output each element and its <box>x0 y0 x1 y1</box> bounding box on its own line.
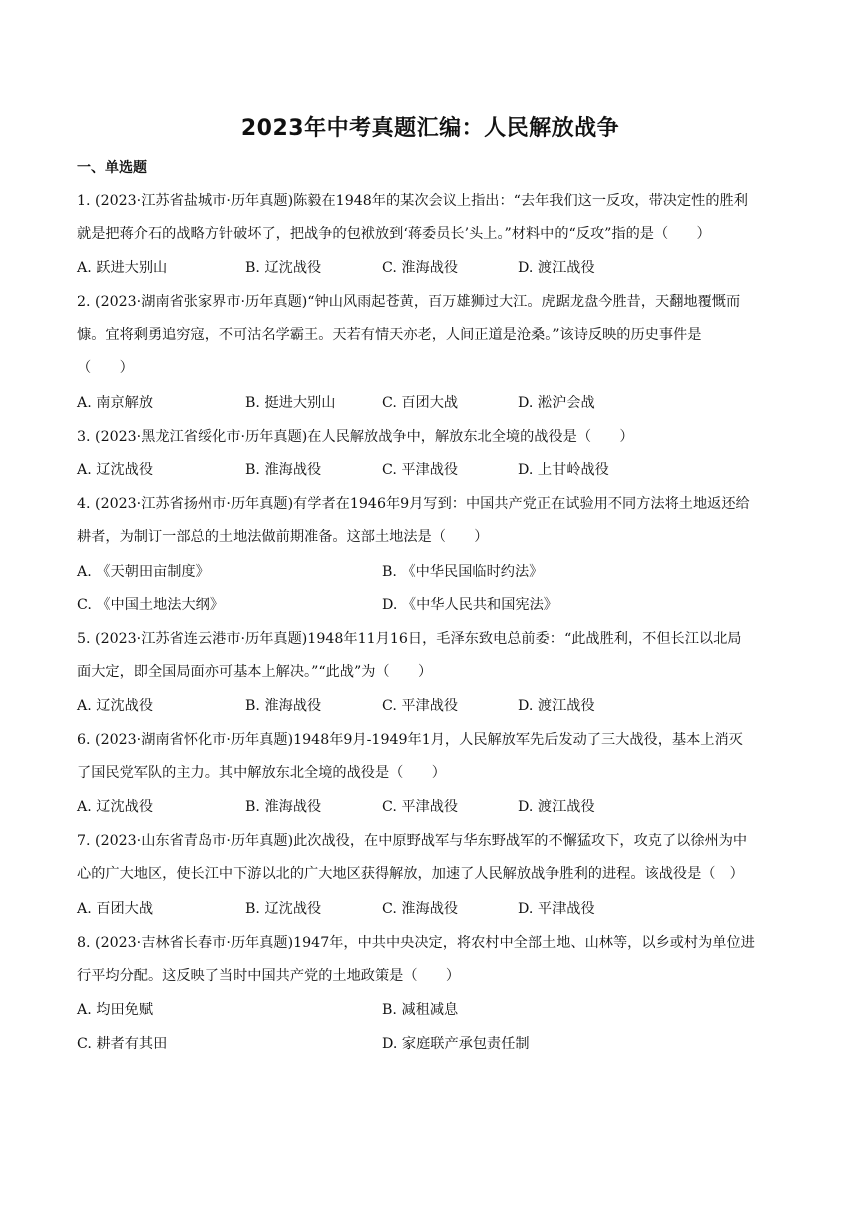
question-8-option-c: C. 耕者有其田 <box>77 1036 168 1052</box>
question-6-line-2: 了国民党军队的主力。其中解放东北全境的战役是（ ） <box>77 765 446 781</box>
question-8-line-1: 8. (2023·吉林省长春市·历年真题)1947年，中共中央决定，将农村中全部土地、山林等，以乡或村为单位进 <box>77 935 755 951</box>
question-4-option-d: D. 《中华人民共和国宪法》 <box>382 597 558 613</box>
question-6-line-1: 6. (2023·湖南省怀化市·历年真题)1948年9月-1949年1月，人民解放军先后发动了三大战役，基本上消灭 <box>77 732 743 748</box>
question-8-option-d: D. 家庭联产承包责任制 <box>382 1036 530 1052</box>
question-5-line-1: 5. (2023·江苏省连云港市·历年真题)1948年11月16日，毛泽东致电总前委：“此战胜利，不但长江以北局 <box>77 631 742 647</box>
question-5-option-b: B. 淮海战役 <box>245 698 322 714</box>
question-7-option-c: C. 淮海战役 <box>382 901 459 917</box>
question-2-option-b: B. 挺进大别山 <box>245 395 336 411</box>
question-5-option-d: D. 渡江战役 <box>518 698 595 714</box>
question-5-line-2: 面大定，即全国局面亦可基本上解决。”“此战”为（ ） <box>77 664 433 680</box>
question-2-option-a: A. 南京解放 <box>77 395 154 411</box>
question-5-option-a: A. 辽沈战役 <box>77 698 154 714</box>
question-2-line-1: 2. (2023·湖南省张家界市·历年真题)“钟山风雨起苍黄，百万雄狮过大江。虎踞龙盘今胜昔，天翻地覆慨而 <box>77 294 741 310</box>
question-2-line-3: （ ） <box>77 360 134 376</box>
question-1-line-1: 1. (2023·江苏省盐城市·历年真题)陈毅在1948年的某次会议上指出：“去年我们这一反攻，带决定性的胜利 <box>77 193 748 209</box>
question-3-option-b: B. 淮海战役 <box>245 462 322 478</box>
page-title: 2023年中考真题汇编：人民解放战争 <box>240 116 620 141</box>
question-8-line-2: 行平均分配。这反映了当时中国共产党的土地政策是（ ） <box>77 968 461 984</box>
question-7-option-b: B. 辽沈战役 <box>245 901 322 917</box>
question-7-option-a: A. 百团大战 <box>77 901 154 917</box>
question-3-line-1: 3. (2023·黑龙江省绥化市·历年真题)在人民解放战争中，解放东北全境的战役是（ ） <box>77 429 634 445</box>
question-6-option-a: A. 辽沈战役 <box>77 799 154 815</box>
question-2-line-2: 慷。宜将剩勇追穷寇，不可沽名学霸王。天若有情天亦老，人间正道是沧桑。”该诗反映的历史事件是 <box>77 327 702 343</box>
question-3-option-d: D. 上甘岭战役 <box>518 462 609 478</box>
question-6-option-c: C. 平津战役 <box>382 799 459 815</box>
question-3-option-a: A. 辽沈战役 <box>77 462 154 478</box>
question-1-line-2: 就是把蒋介石的战略方针破坏了，把战争的包袱放到‘蒋委员长’头上。”材料中的“反攻”指的是（ ） <box>77 226 711 242</box>
question-6-option-b: B. 淮海战役 <box>245 799 322 815</box>
question-7-line-1: 7. (2023·山东省青岛市·历年真题)此次战役，在中原野战军与华东野战军的不懈猛攻下，攻克了以徐州为中 <box>77 833 748 849</box>
question-2-option-d: D. 淞沪会战 <box>518 395 595 411</box>
question-2-option-c: C. 百团大战 <box>382 395 459 411</box>
question-1-option-d: D. 渡江战役 <box>518 260 595 276</box>
question-6-option-d: D. 渡江战役 <box>518 799 595 815</box>
question-7-line-2: 心的广大地区，使长江中下游以北的广大地区获得解放，加速了人民解放战争胜利的进程。该战役是（ ） <box>77 866 744 882</box>
question-7-option-d: D. 平津战役 <box>518 901 595 917</box>
question-4-option-b: B. 《中华民国临时约法》 <box>382 564 544 580</box>
question-1-option-b: B. 辽沈战役 <box>245 260 322 276</box>
question-1-option-a: A. 跃进大别山 <box>77 260 168 276</box>
question-4-option-a: A. 《天朝田亩制度》 <box>77 564 210 580</box>
question-3-option-c: C. 平津战役 <box>382 462 459 478</box>
section-heading: 一、单选题 <box>77 160 147 176</box>
question-8-option-a: A. 均田免赋 <box>77 1002 154 1018</box>
question-5-option-c: C. 平津战役 <box>382 698 459 714</box>
question-1-option-c: C. 淮海战役 <box>382 260 459 276</box>
question-8-option-b: B. 减租减息 <box>382 1002 459 1018</box>
question-4-line-2: 耕者，为制订一部总的土地法做前期准备。这部土地法是（ ） <box>77 529 489 545</box>
question-4-option-c: C. 《中国土地法大纲》 <box>77 597 225 613</box>
question-4-line-1: 4. (2023·江苏省扬州市·历年真题)有学者在1946年9月写到：中国共产党正在试验用不同方法将土地返还给 <box>77 496 750 512</box>
